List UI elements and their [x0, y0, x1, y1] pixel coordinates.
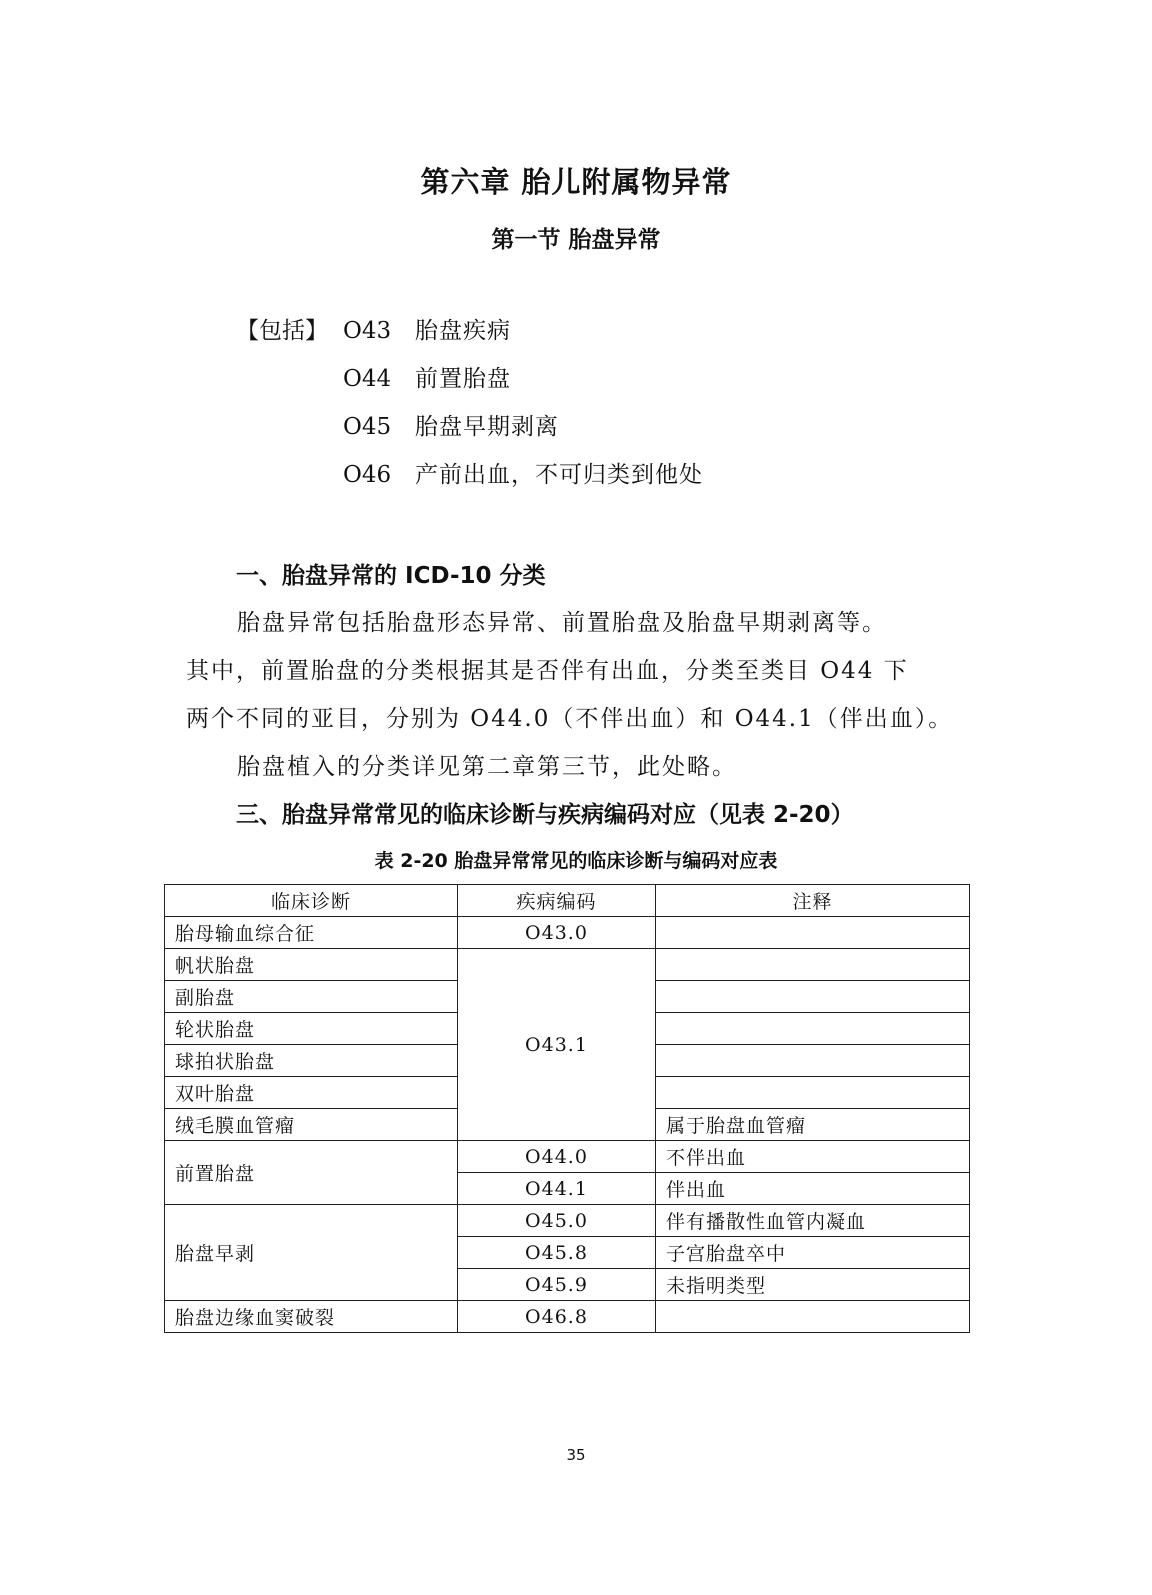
code-cell: O45.9 — [458, 1269, 656, 1301]
section-title: 第一节 胎盘异常 — [491, 227, 661, 253]
paragraph-line: 其中，前置胎盘的分类根据其是否伴有出血，分类至类目 O44 下 — [186, 658, 909, 684]
include-code: O44 — [343, 366, 392, 392]
table-row — [165, 1141, 970, 1173]
diagnosis-cell: 帆状胎盘 — [165, 949, 458, 981]
include-desc: 胎盘早期剥离 — [415, 414, 559, 440]
table-row — [165, 917, 970, 949]
diagnosis-cell: 胎母输血综合征 — [165, 917, 458, 949]
code-cell: O46.8 — [458, 1301, 656, 1333]
paragraph-line: 胎盘异常包括胎盘形态异常、前置胎盘及胎盘早期剥离等。 — [237, 610, 887, 636]
diagnosis-cell: 胎盘早剥 — [165, 1205, 458, 1301]
diagnosis-cell: 双叶胎盘 — [165, 1077, 458, 1109]
note-cell: 伴有播散性血管内凝血 — [656, 1205, 970, 1237]
include-desc: 胎盘疾病 — [415, 318, 511, 344]
note-cell — [656, 949, 970, 981]
include-code: O43 — [343, 318, 392, 344]
code-cell: O43.1 — [458, 949, 656, 1141]
page-number: 35 — [566, 1446, 586, 1464]
note-cell — [656, 981, 970, 1013]
note-cell: 属于胎盘血管瘤 — [656, 1109, 970, 1141]
chapter-title: 第六章 胎儿附属物异常 — [420, 165, 732, 199]
paragraph-line: 两个不同的亚目，分别为 O44.0（不伴出血）和 O44.1（伴出血）。 — [186, 706, 954, 732]
include-desc: 产前出血，不可归类到他处 — [415, 462, 703, 488]
diagnosis-cell: 轮状胎盘 — [165, 1013, 458, 1045]
diagnosis-code-table — [164, 884, 970, 1333]
code-cell: O45.0 — [458, 1205, 656, 1237]
include-desc: 前置胎盘 — [415, 366, 511, 392]
code-cell: O44.0 — [458, 1141, 656, 1173]
note-cell: 伴出血 — [656, 1173, 970, 1205]
code-cell: O44.1 — [458, 1173, 656, 1205]
table-row — [165, 949, 970, 981]
code-cell: O43.0 — [458, 917, 656, 949]
include-prefix: 【包括】 — [236, 318, 328, 344]
header-diagnosis: 临床诊断 — [165, 885, 458, 917]
note-cell — [656, 1077, 970, 1109]
diagnosis-cell: 球拍状胎盘 — [165, 1045, 458, 1077]
table-caption: 表 2-20 胎盘异常常见的临床诊断与编码对应表 — [374, 850, 778, 872]
note-cell: 子宫胎盘卒中 — [656, 1237, 970, 1269]
note-cell: 未指明类型 — [656, 1269, 970, 1301]
diagnosis-cell: 胎盘边缘血窦破裂 — [165, 1301, 458, 1333]
note-cell — [656, 1301, 970, 1333]
diagnosis-cell: 副胎盘 — [165, 981, 458, 1013]
diagnosis-cell: 前置胎盘 — [165, 1141, 458, 1205]
include-code: O45 — [343, 414, 392, 440]
include-code: O46 — [343, 462, 392, 488]
header-code: 疾病编码 — [458, 885, 656, 917]
table-row — [165, 1205, 970, 1237]
note-cell — [656, 917, 970, 949]
diagnosis-cell: 绒毛膜血管瘤 — [165, 1109, 458, 1141]
heading-icd-classification: 一、胎盘异常的 ICD-10 分类 — [236, 563, 546, 589]
heading-diagnosis-mapping: 三、胎盘异常常见的临床诊断与疾病编码对应（见表 2-20） — [236, 802, 854, 828]
paragraph-line: 胎盘植入的分类详见第二章第三节，此处略。 — [237, 754, 737, 780]
table-header-row — [165, 885, 970, 917]
note-cell: 不伴出血 — [656, 1141, 970, 1173]
table-row — [165, 1301, 970, 1333]
header-note: 注释 — [656, 885, 970, 917]
code-cell: O45.8 — [458, 1237, 656, 1269]
note-cell — [656, 1045, 970, 1077]
note-cell — [656, 1013, 970, 1045]
